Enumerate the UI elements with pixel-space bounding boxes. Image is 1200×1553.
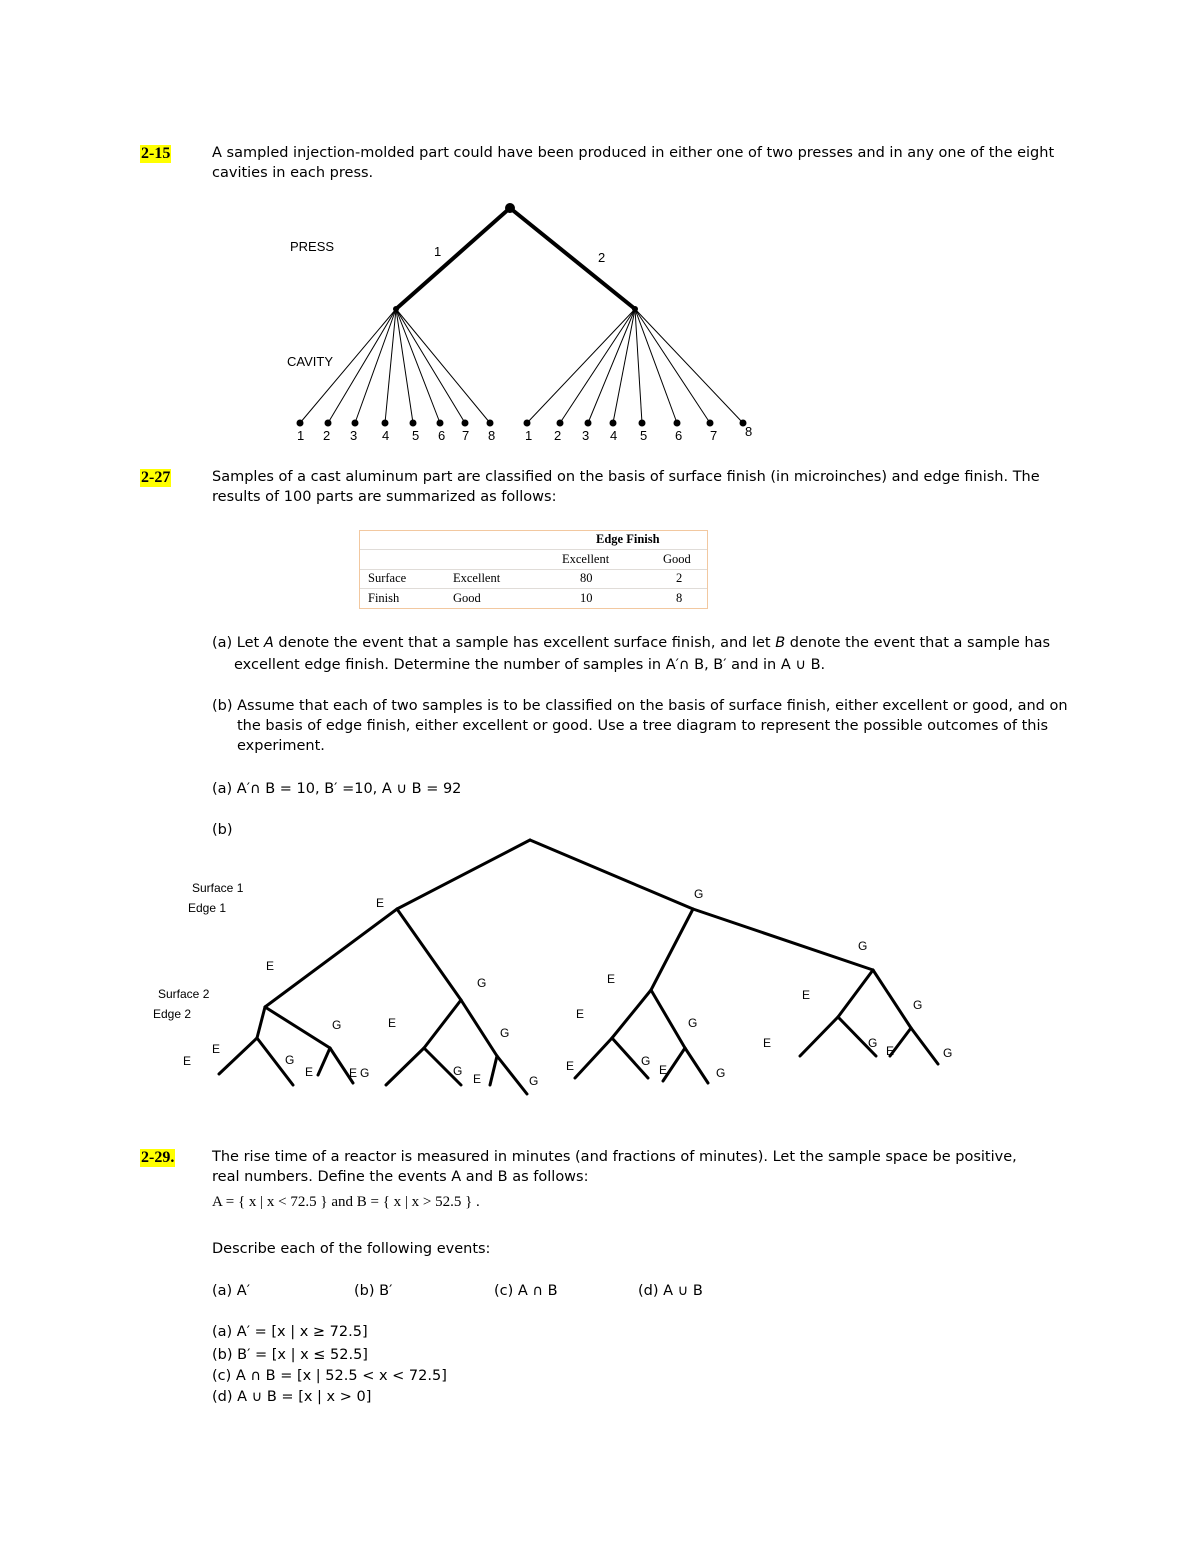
leaf-label-g: G xyxy=(943,1046,953,1060)
node-label-e: E xyxy=(763,1036,772,1050)
leaf-label-g: G xyxy=(360,1066,370,1080)
table-group-header: Edge Finish xyxy=(596,532,660,546)
node-label-g: G xyxy=(332,1018,342,1032)
answer-c: (c) A ∩ B = [x | 52.5 < x < 72.5] xyxy=(212,1368,447,1384)
question-b-line1: (b) Assume that each of two samples is to be classified on the basis of surface finish, either excellent or good, and on xyxy=(212,698,1068,714)
event-definitions: A = { x | x < 72.5 } and B = { x | x > 52.5 } . xyxy=(212,1194,480,1210)
surface-1-label: Surface 1 xyxy=(192,881,244,895)
problem-2-15-text-line1: A sampled injection-molded part could have been produced in either one of two presses and in any one of the eight xyxy=(212,145,1055,161)
question-b: (b) B′ xyxy=(354,1283,393,1299)
problem-2-29-text-line2: real numbers. Define the events A and B as follows: xyxy=(212,1169,589,1185)
tree-branches xyxy=(219,840,938,1094)
question-d: (d) A ∪ B xyxy=(638,1283,703,1299)
table-cell: 80 xyxy=(580,571,593,585)
node-label-g: G xyxy=(858,939,868,953)
leaf-label-e: E xyxy=(473,1072,482,1086)
node-label-e: E xyxy=(802,988,811,1002)
answer-b: (b) B′ = [x | x ≤ 52.5] xyxy=(212,1347,368,1363)
leaf-label-g: G xyxy=(285,1053,295,1067)
surface-edge-tree-diagram xyxy=(0,830,1200,1100)
table-divider xyxy=(360,588,707,589)
node-label-g: G xyxy=(688,1016,698,1030)
cavity-branches-press-2 xyxy=(527,309,743,423)
press-label: PRESS xyxy=(290,239,335,254)
cavity-label-p1-4: 4 xyxy=(382,428,390,443)
problem-2-27-text-line2: results of 100 parts are summarized as follows: xyxy=(212,489,557,505)
leaf-label-e: E xyxy=(659,1063,668,1077)
leaf-label-g: G xyxy=(641,1054,651,1068)
cavity-label-p1-5: 5 xyxy=(412,428,420,443)
leaf-label-g: G xyxy=(716,1066,726,1080)
problem-2-15-text-line2: cavities in each press. xyxy=(212,165,374,181)
question-a: (a) A′ xyxy=(212,1283,251,1299)
cavity-label-p2-7: 7 xyxy=(710,428,718,443)
press-branch-2 xyxy=(510,208,635,309)
leaf-label-e: E xyxy=(212,1042,221,1056)
press-branch-label-2: 2 xyxy=(598,250,606,265)
leaf-label-e: E xyxy=(566,1059,575,1073)
question-b-line3: experiment. xyxy=(237,738,325,754)
table-row-label-excellent: Excellent xyxy=(453,571,501,585)
node-label-e: E xyxy=(388,1016,397,1030)
cavity-leaf-nodes xyxy=(297,420,747,427)
node-label-e: E xyxy=(376,896,385,910)
problem-2-29-text-line1: The rise time of a reactor is measured in minutes (and fractions of minutes). Let the sample space be positive, xyxy=(212,1149,1017,1165)
node-label-g: G xyxy=(500,1026,510,1040)
describe-instruction: Describe each of the following events: xyxy=(212,1241,491,1257)
leaf-label-e: E xyxy=(349,1066,358,1080)
answer-d: (d) A ∪ B = [x | x > 0] xyxy=(212,1389,372,1405)
leaf-label-e: E xyxy=(183,1054,192,1068)
table-col-header-good: Good xyxy=(663,552,691,566)
leaf-label-e: E xyxy=(305,1065,314,1079)
question-c: (c) A ∩ B xyxy=(494,1283,558,1299)
cavity-label-p1-3: 3 xyxy=(350,428,358,443)
table-col-header-excellent: Excellent xyxy=(562,552,610,566)
table-row-group-finish: Finish xyxy=(368,591,400,605)
node-label-e: E xyxy=(266,959,275,973)
table-divider xyxy=(360,569,707,570)
answer-a: (a) A′∩ B = 10, B′ =10, A ∪ B = 92 xyxy=(212,781,462,797)
cavity-label-p2-2: 2 xyxy=(554,428,562,443)
tree-root-node xyxy=(505,203,515,213)
cavity-label-p1-1: 1 xyxy=(297,428,305,443)
node-label-e: E xyxy=(576,1007,585,1021)
table-cell: 10 xyxy=(580,591,593,605)
cavity-label: CAVITY xyxy=(287,354,333,369)
edge-2-label: Edge 2 xyxy=(153,1007,192,1021)
cavity-label-p2-8: 8 xyxy=(745,424,753,439)
cavity-label-p1-8: 8 xyxy=(488,428,496,443)
press-cavity-tree-diagram xyxy=(0,195,1200,450)
question-b-line2: the basis of edge finish, either excellent or good. Use a tree diagram to represent the possible outcomes of this xyxy=(237,718,1049,734)
problem-number-2-29: 2-29. xyxy=(141,1149,175,1166)
leaf-label-g: G xyxy=(868,1036,878,1050)
press-branch-1 xyxy=(396,208,510,309)
leaf-label-g: G xyxy=(529,1074,539,1088)
table-row-group-surface: Surface xyxy=(368,571,407,585)
cavity-label-p2-4: 4 xyxy=(610,428,618,443)
table-row-label-good: Good xyxy=(453,591,481,605)
problem-number-2-15: 2-15 xyxy=(141,145,171,162)
question-a-line1: (a) Let A denote the event that a sample has excellent surface finish, and let B denote the event that a sample has xyxy=(212,635,1051,651)
node-label-g: G xyxy=(913,998,923,1012)
table-divider xyxy=(360,549,707,550)
problem-2-27-text-line1: Samples of a cast aluminum part are classified on the basis of surface finish (in microinches) and edge finish. The xyxy=(212,469,1040,485)
cavity-label-p2-6: 6 xyxy=(675,428,683,443)
cavity-label-p2-5: 5 xyxy=(640,428,648,443)
answer-b: (b) xyxy=(212,822,233,838)
node-label-e: E xyxy=(607,972,616,986)
edge-1-label: Edge 1 xyxy=(188,901,227,915)
cavity-label-p2-3: 3 xyxy=(582,428,590,443)
cavity-label-p1-2: 2 xyxy=(323,428,331,443)
leaf-label-g: G xyxy=(453,1064,463,1078)
problem-number-2-27: 2-27 xyxy=(141,469,171,486)
node-label-g: G xyxy=(694,887,704,901)
cavity-label-p1-6: 6 xyxy=(438,428,446,443)
cavity-label-p2-1: 1 xyxy=(525,428,533,443)
node-label-g: G xyxy=(477,976,487,990)
press-branch-label-1: 1 xyxy=(434,244,442,259)
answer-a: (a) A′ = [x | x ≥ 72.5] xyxy=(212,1324,368,1340)
surface-2-label: Surface 2 xyxy=(158,987,210,1001)
leaf-label-e: E xyxy=(886,1044,895,1058)
finish-summary-table xyxy=(359,530,708,609)
table-cell: 8 xyxy=(676,591,683,605)
table-cell: 2 xyxy=(676,571,683,585)
cavity-label-p1-7: 7 xyxy=(462,428,470,443)
cavity-number-labels xyxy=(297,424,752,443)
question-a-line2: excellent edge finish. Determine the number of samples in A′∩ B, B′ and in A ∪ B. xyxy=(234,657,826,673)
